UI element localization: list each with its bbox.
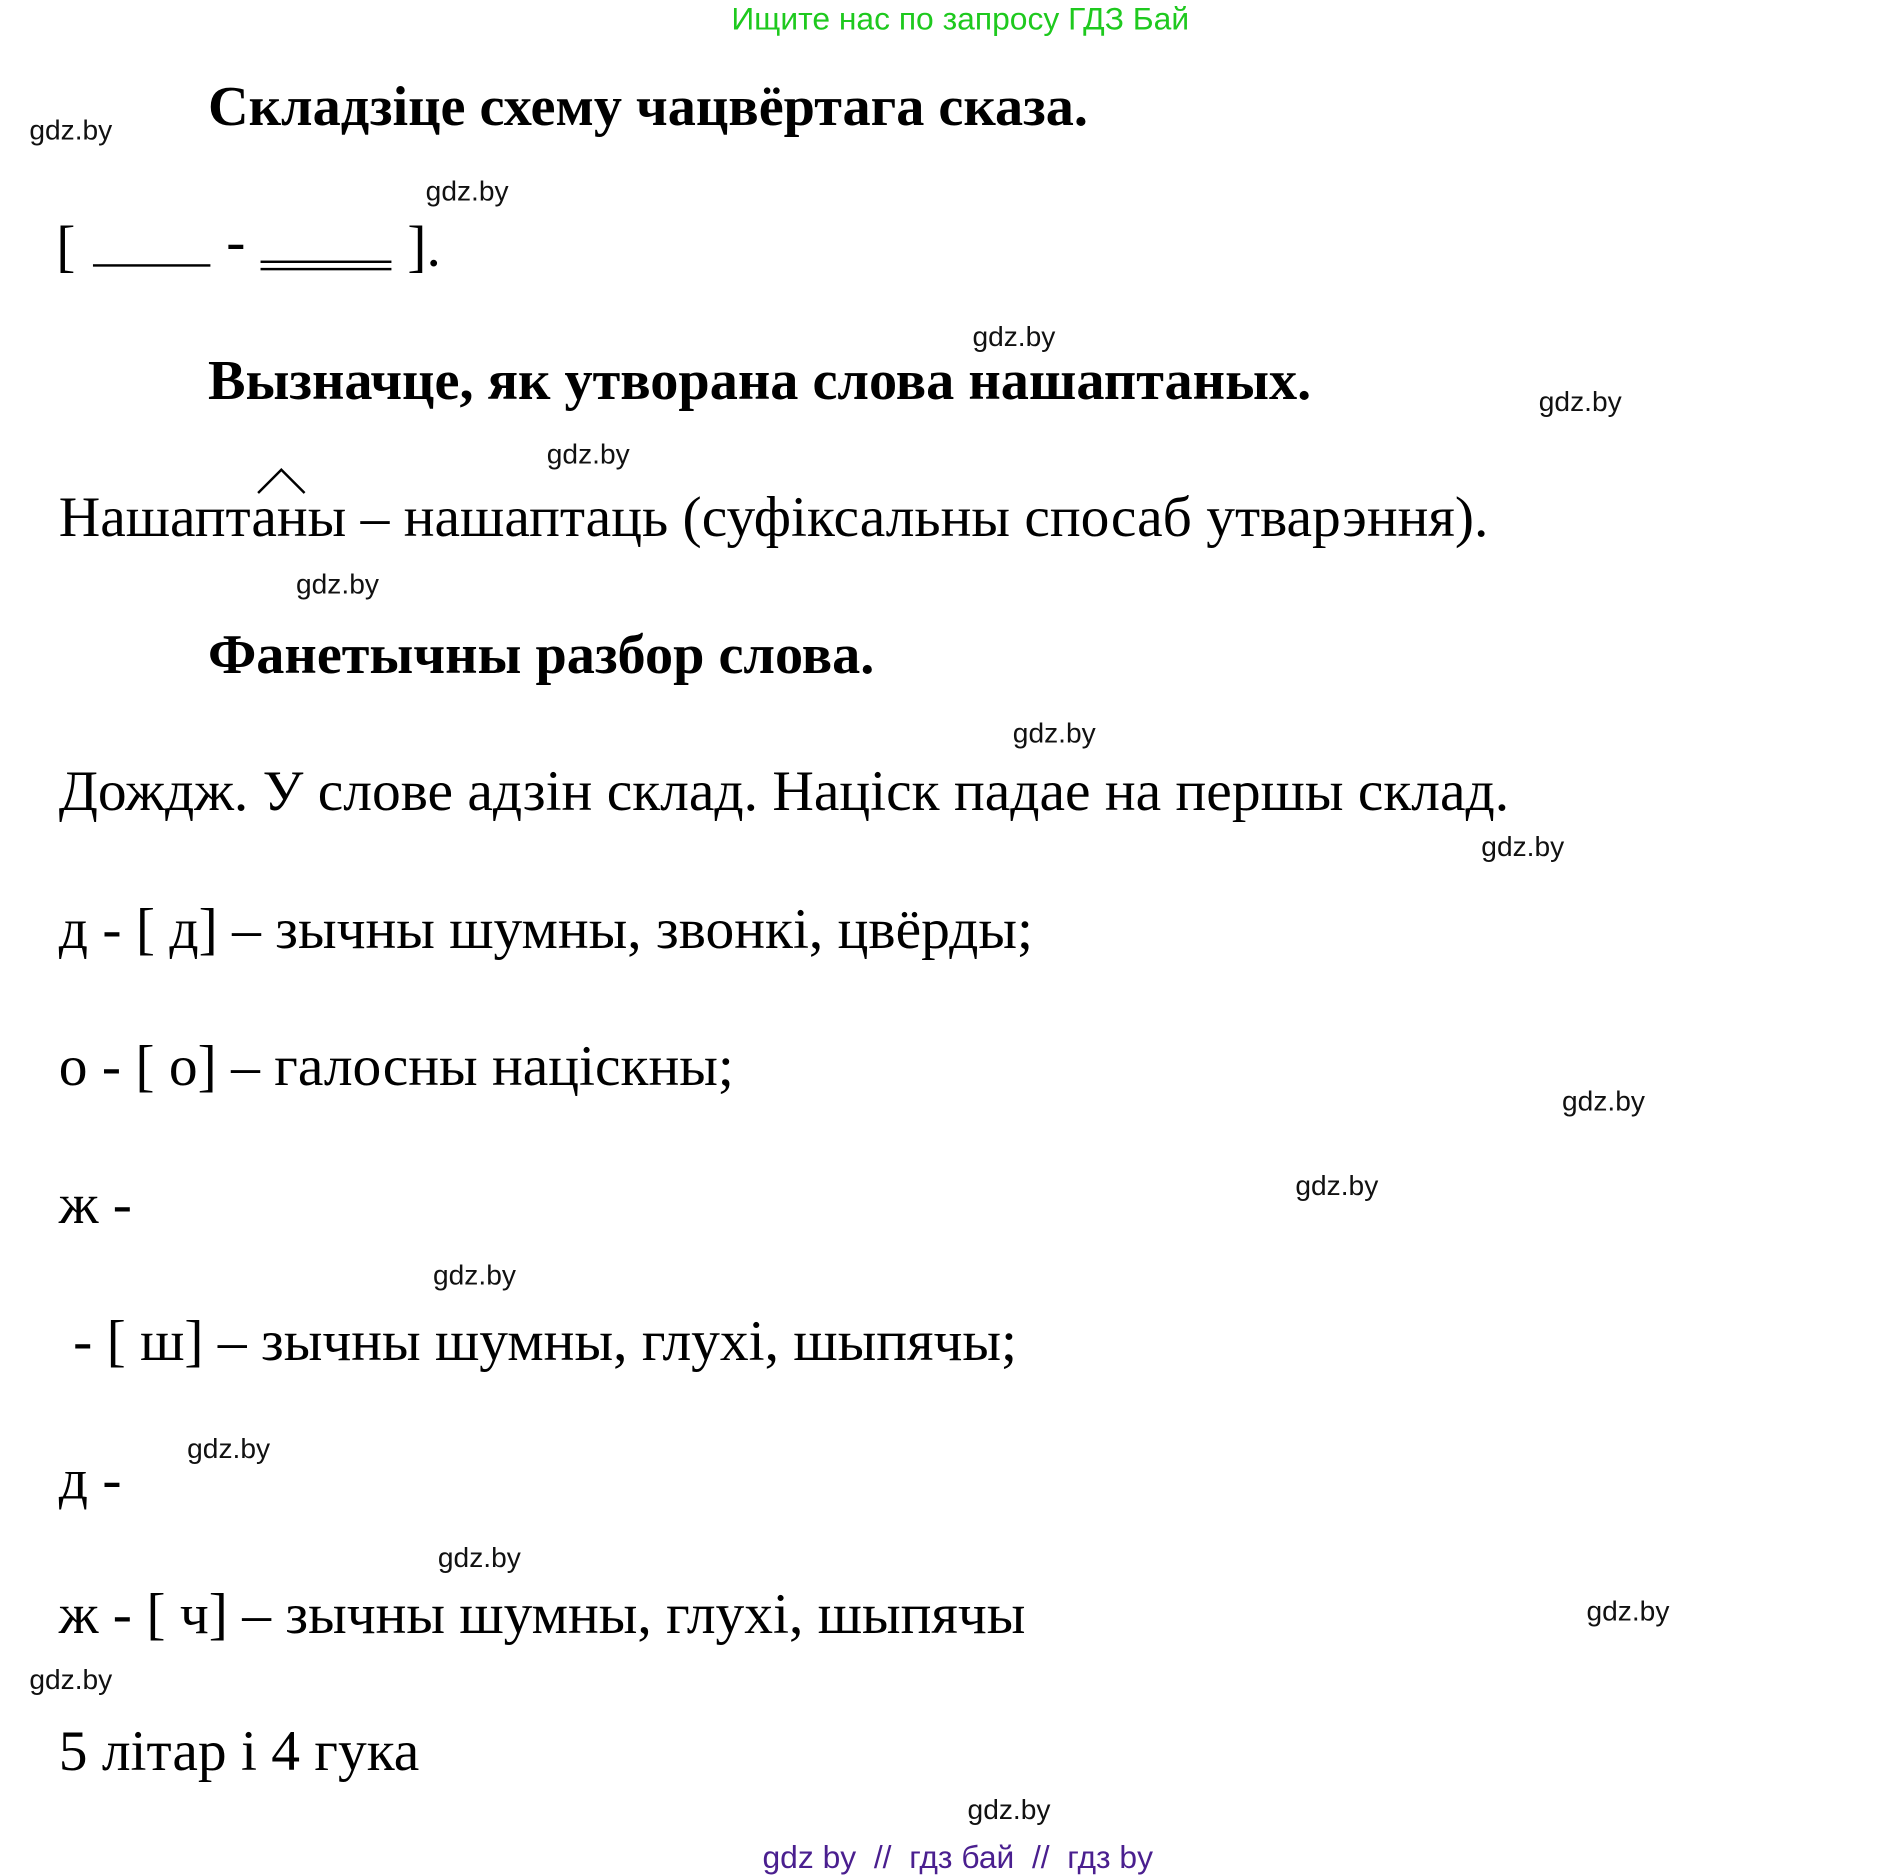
schema-close-bracket: ]. <box>407 215 441 279</box>
predicate-underline-top <box>261 261 392 263</box>
watermark: gdz.by <box>433 1258 516 1291</box>
watermark: gdz.by <box>187 1432 271 1465</box>
footer-links[interactable]: gdz by // гдз бай // гдз by <box>762 1838 1154 1875</box>
watermark: gdz.by <box>972 320 1056 353</box>
watermark: gdz.by <box>967 1793 1051 1826</box>
watermark: gdz.by <box>29 1663 113 1696</box>
watermark: gdz.by <box>1586 1595 1670 1627</box>
derivation-text: Нашаптаны – нашаптаць (суфіксальны спосаб утварэння). <box>58 485 1489 550</box>
watermark: gdz.by <box>546 437 630 470</box>
summary-text: 5 літар і 4 гука <box>58 1719 420 1784</box>
watermark: gdz.by <box>296 567 379 600</box>
watermark: gdz.by <box>1481 830 1565 863</box>
phonetic-line: ж - <box>58 1173 132 1237</box>
phonetic-line: д - <box>58 1448 122 1512</box>
watermark: gdz.by <box>1295 1169 1379 1202</box>
subject-underline <box>93 264 210 266</box>
watermark: gdz.by <box>1012 716 1096 749</box>
predicate-underline-bottom <box>261 268 392 270</box>
phonetic-line: - [ ш] – зычны шумны, глухі, шыпячы; <box>58 1310 1017 1374</box>
phonetic-line: о - [ о] – галосны націскны; <box>58 1034 734 1099</box>
schema-dash: - <box>226 210 246 274</box>
phonetic-line: д - [ д] – зычны шумны, звонкі, цвёрды; <box>58 897 1033 962</box>
top-banner[interactable]: Ищите нас по запросу ГДЗ Бай <box>731 0 1190 37</box>
watermark: gdz.by <box>1562 1084 1645 1117</box>
heading-word-formation: Вызначце, як утворана слова нашаптаных. <box>207 348 1312 411</box>
watermark: gdz.by <box>425 174 509 207</box>
heading-schema: Складзіце схему чацвёртага сказа. <box>207 74 1088 137</box>
watermark: gdz.by <box>29 113 113 146</box>
watermark: gdz.by <box>1538 385 1622 418</box>
schema-open-bracket: [ <box>56 215 76 279</box>
phonetic-line: ж - [ ч] – зычны шумны, глухі, шыпячы <box>58 1582 1026 1647</box>
heading-phonetic: Фанетычны разбор слова. <box>207 622 875 685</box>
analysis-intro: Дождж. У слове адзін склад. Націск падае на першы склад. <box>58 759 1510 824</box>
watermark: gdz.by <box>437 1541 521 1574</box>
